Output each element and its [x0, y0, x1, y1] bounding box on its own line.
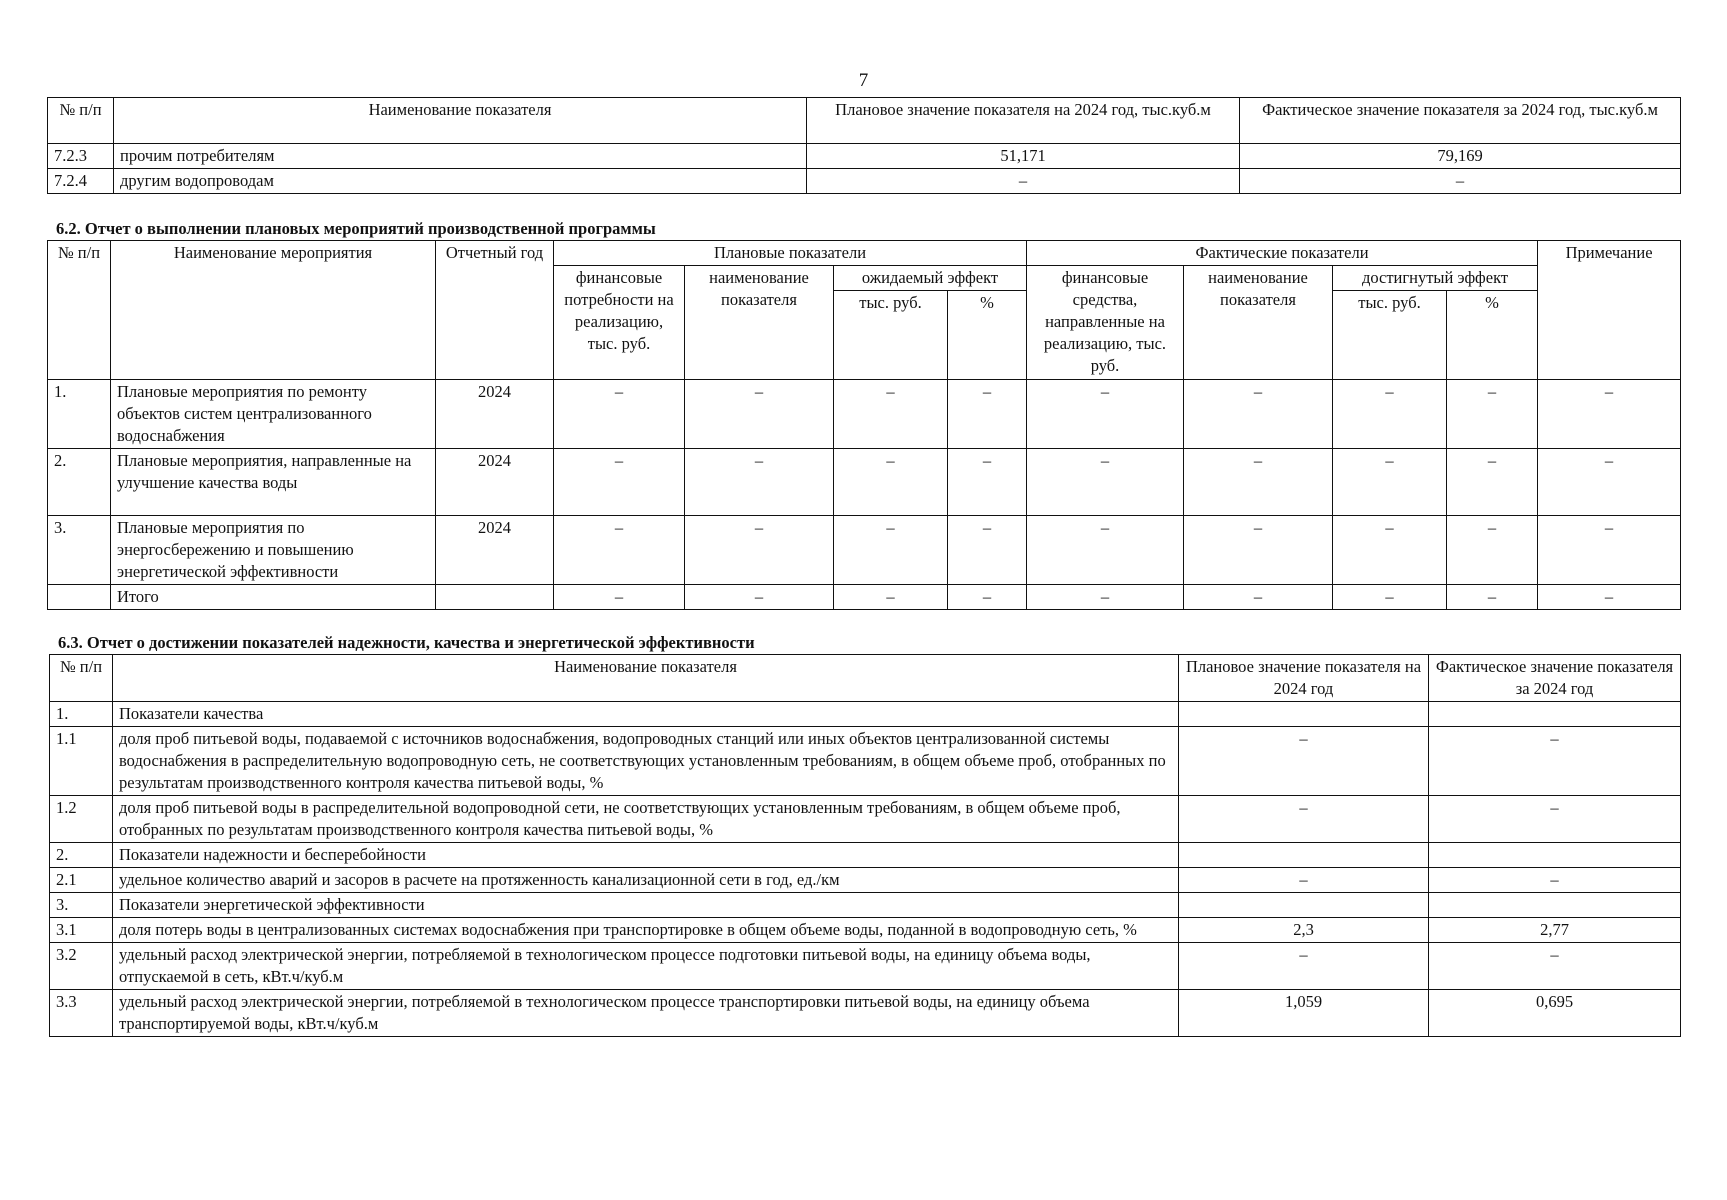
cell-dash: – [1027, 516, 1184, 585]
header-num: № п/п [50, 655, 113, 702]
row-num: 7.2.4 [48, 169, 114, 194]
table-row [50, 868, 1681, 893]
cell-dash: – [685, 380, 834, 449]
row-num: 2. [48, 449, 111, 516]
cell-dash: – [1333, 449, 1447, 516]
table-row [50, 943, 1681, 990]
cell-dash: – [1184, 380, 1333, 449]
row-name: удельное количество аварий и засоров в расчете на протяженность канализационной сети в год, ед./км [113, 868, 1179, 893]
header-fact-thous: тыс. руб. [1333, 291, 1447, 380]
total-label: Итого [111, 585, 436, 610]
row-plan [1179, 702, 1429, 727]
header-fact-effect: достигнутый эффект [1333, 266, 1538, 291]
row-num: 3. [48, 516, 111, 585]
header-name: Наименование показателя [113, 655, 1179, 702]
table-header-row [50, 655, 1681, 702]
cell-dash: – [948, 516, 1027, 585]
row-fact: 79,169 [1240, 144, 1681, 169]
table-row [50, 727, 1681, 796]
row-name: удельный расход электрической энергии, потребляемой в технологическом процессе подготовки питьевой воды, на единицу объема воды, отпускаемой в сеть, кВт.ч/куб.м [113, 943, 1179, 990]
row-fact: 0,695 [1429, 990, 1681, 1037]
table-row [50, 990, 1681, 1037]
cell-dash: – [1333, 516, 1447, 585]
cell-dash: – [1333, 585, 1447, 610]
row-name: Показатели надежности и бесперебойности [113, 843, 1179, 868]
cell-dash: – [1538, 585, 1681, 610]
header-fact-group: Фактические показатели [1027, 241, 1538, 266]
row-num: 3.3 [50, 990, 113, 1037]
row-name: доля потерь воды в централизованных системах водоснабжения при транспортировке в общем объеме воды, поданной в водопроводную сеть, % [113, 918, 1179, 943]
header-plan-ind: наименование показателя [685, 266, 834, 380]
row-year: 2024 [436, 380, 554, 449]
row-plan: – [1179, 796, 1429, 843]
cell-dash: – [1447, 380, 1538, 449]
table-row [50, 893, 1681, 918]
row-year: 2024 [436, 516, 554, 585]
row-name: Показатели энергетической эффективности [113, 893, 1179, 918]
page-number: 7 [858, 70, 869, 91]
header-plan: Плановое значение показателя на 2024 год [1179, 655, 1429, 702]
row-num: 1. [50, 702, 113, 727]
row-name: прочим потребителям [114, 144, 807, 169]
cell-dash: – [948, 380, 1027, 449]
cell-dash: – [1538, 449, 1681, 516]
row-name: Плановые мероприятия по энергосбережению и повышению энергетической эффективности [111, 516, 436, 585]
cell-dash: – [1447, 516, 1538, 585]
cell-dash: – [685, 585, 834, 610]
cell-dash: – [554, 449, 685, 516]
cell-dash: – [948, 449, 1027, 516]
row-plan: 2,3 [1179, 918, 1429, 943]
row-fact: – [1429, 727, 1681, 796]
cell-dash: – [1447, 585, 1538, 610]
cell-dash: – [1027, 585, 1184, 610]
row-plan: – [807, 169, 1240, 194]
row-fact [1429, 893, 1681, 918]
table-header-row [48, 98, 1681, 144]
row-num: 2. [50, 843, 113, 868]
row-plan [1179, 893, 1429, 918]
row-name: Плановые мероприятия, направленные на улучшение качества воды [111, 449, 436, 516]
row-name: доля проб питьевой воды в распределительной водопроводной сети, не соответствующих установленным требованиям, в общем объеме проб, отобранных по результатам производственного контроля качества питьевой воды, % [113, 796, 1179, 843]
table-row [50, 843, 1681, 868]
section-title-6-3: 6.3. Отчет о достижении показателей надежности, качества и энергетической эффективности [58, 633, 755, 652]
cell-dash: – [1538, 380, 1681, 449]
row-name: Показатели качества [113, 702, 1179, 727]
table-row [48, 516, 1681, 585]
row-num: 1.1 [50, 727, 113, 796]
cell-dash: – [834, 380, 948, 449]
header-plan-group: Плановые показатели [554, 241, 1027, 266]
row-plan: – [1179, 727, 1429, 796]
header-fact-fin: финансовые средства, направленные на реализацию, тыс. руб. [1027, 266, 1184, 380]
row-plan: 51,171 [807, 144, 1240, 169]
cell-dash: – [554, 380, 685, 449]
row-name: Плановые мероприятия по ремонту объектов систем централизованного водоснабжения [111, 380, 436, 449]
cell-dash: – [1184, 585, 1333, 610]
table-row [50, 918, 1681, 943]
header-plan-percent: % [948, 291, 1027, 380]
water-supply-table [47, 97, 1681, 194]
row-name: удельный расход электрической энергии, потребляемой в технологическом процессе транспортировки питьевой воды, на единицу объема транспортируемой воды, кВт.ч/куб.м [113, 990, 1179, 1037]
table-total-row [48, 585, 1681, 610]
row-fact [1429, 702, 1681, 727]
table-row [48, 169, 1681, 194]
cell-dash: – [834, 516, 948, 585]
table-row [50, 796, 1681, 843]
row-name: другим водопроводам [114, 169, 807, 194]
table-row [48, 380, 1681, 449]
row-num: 7.2.3 [48, 144, 114, 169]
cell-dash: – [1333, 380, 1447, 449]
row-fact [1429, 843, 1681, 868]
cell-dash: – [554, 516, 685, 585]
cell-dash: – [1027, 380, 1184, 449]
row-fact: – [1429, 868, 1681, 893]
row-num: 3. [50, 893, 113, 918]
cell-dash: – [685, 516, 834, 585]
header-fact-ind: наименование показателя [1184, 266, 1333, 380]
row-year: 2024 [436, 449, 554, 516]
cell-dash: – [948, 585, 1027, 610]
row-fact: – [1429, 943, 1681, 990]
header-fact: Фактическое значение показателя за 2024 год, тыс.куб.м [1240, 98, 1681, 144]
cell-dash: – [1447, 449, 1538, 516]
row-num: 3.1 [50, 918, 113, 943]
planned-measures-table [47, 240, 1681, 610]
table-row [48, 144, 1681, 169]
row-num: 1.2 [50, 796, 113, 843]
header-fact: Фактическое значение показателя за 2024 год [1429, 655, 1681, 702]
cell-dash: – [1538, 516, 1681, 585]
reliability-indicators-table [49, 654, 1681, 1037]
header-fact-percent: % [1447, 291, 1538, 380]
row-fact: – [1429, 796, 1681, 843]
row-plan [1179, 843, 1429, 868]
cell-dash: – [1184, 449, 1333, 516]
row-name: доля проб питьевой воды, подаваемой с источников водоснабжения, водопроводных станций или иных объектов централизованной системы водоснабжения в распределительную водопроводную сеть, не соответствующих установленным требованиям, в общем объеме проб, отобранных по результатам производственного контроля качества питьевой воды, % [113, 727, 1179, 796]
row-num: 2.1 [50, 868, 113, 893]
table-row [48, 449, 1681, 516]
cell-dash: – [834, 585, 948, 610]
cell-dash: – [1184, 516, 1333, 585]
row-num: 1. [48, 380, 111, 449]
row-fact: 2,77 [1429, 918, 1681, 943]
row-fact: – [1240, 169, 1681, 194]
cell-dash: – [554, 585, 685, 610]
header-name: Наименование показателя [114, 98, 807, 144]
header-plan: Плановое значение показателя на 2024 год, тыс.куб.м [807, 98, 1240, 144]
header-note: Примечание [1538, 241, 1681, 380]
header-plan-thous: тыс. руб. [834, 291, 948, 380]
section-title-6-2: 6.2. Отчет о выполнении плановых мероприятий производственной программы [56, 219, 656, 238]
cell-dash: – [1027, 449, 1184, 516]
cell-dash: – [685, 449, 834, 516]
header-num: № п/п [48, 241, 111, 380]
total-num [48, 585, 111, 610]
cell-dash: – [834, 449, 948, 516]
header-num: № п/п [48, 98, 114, 144]
row-plan: – [1179, 943, 1429, 990]
row-num: 3.2 [50, 943, 113, 990]
table-header-row [48, 241, 1681, 266]
header-name: Наименование мероприятия [111, 241, 436, 380]
table-row [50, 702, 1681, 727]
row-plan: – [1179, 868, 1429, 893]
row-plan: 1,059 [1179, 990, 1429, 1037]
header-plan-effect: ожидаемый эффект [834, 266, 1027, 291]
total-year [436, 585, 554, 610]
header-plan-fin: финансовые потребности на реализацию, тыс. руб. [554, 266, 685, 380]
header-year: Отчетный год [436, 241, 554, 380]
